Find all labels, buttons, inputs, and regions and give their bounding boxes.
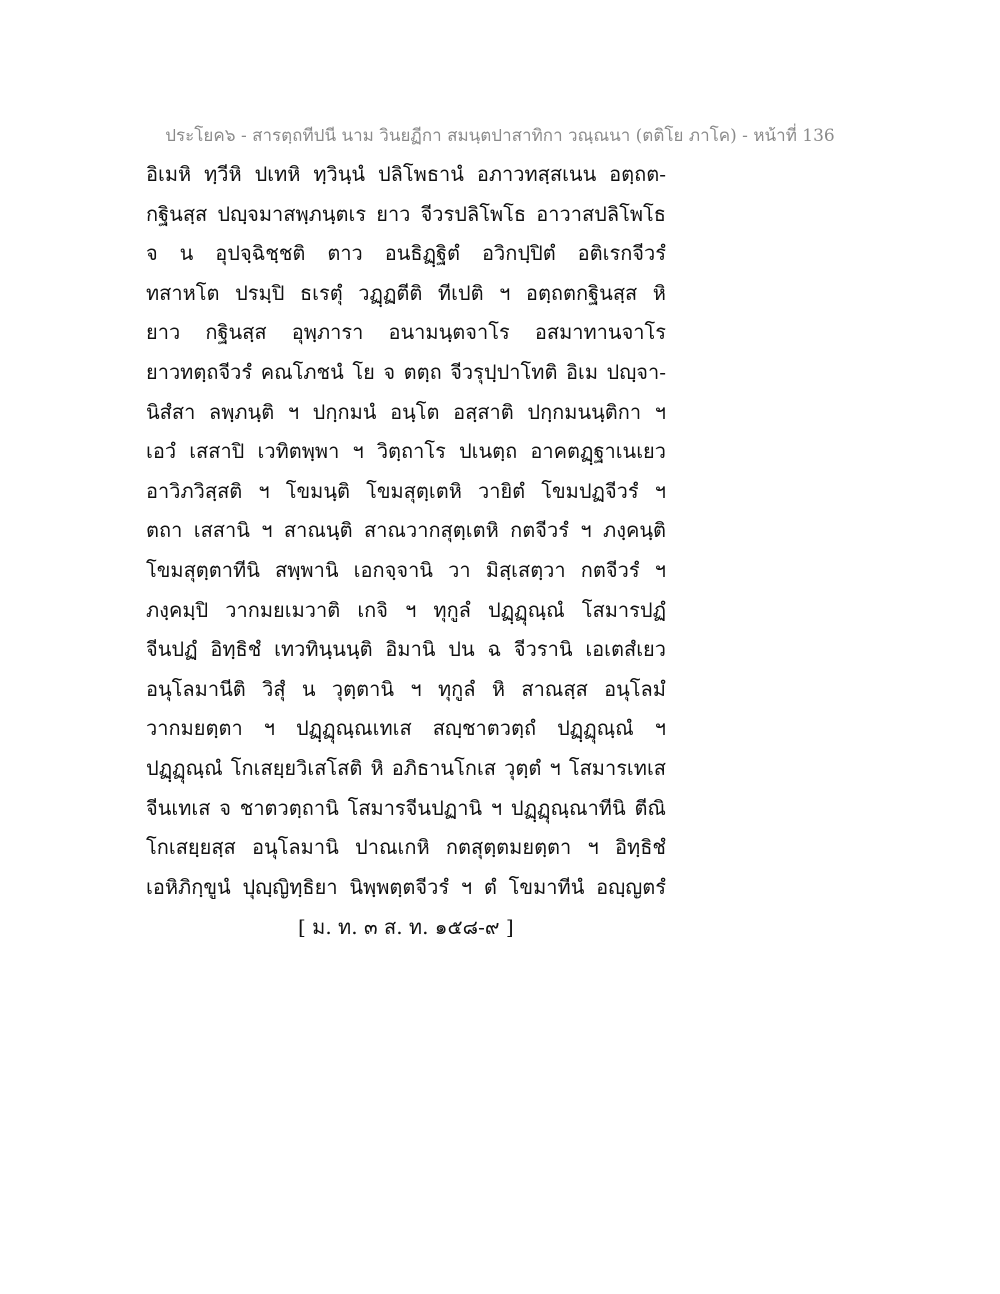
text-line: เอหิภิกฺขูนํ ปุญฺญิทฺธิยา นิพฺพตฺตจีวรํ ฯ ตํ โขมาทีนํ อญฺญตรํ <box>146 874 666 899</box>
text-line: อาวิภวิสฺสติ ฯ โขมนฺติ โขมสุตฺเตหิ วายิตํ โขมปฏจีวรํ ฯ <box>146 478 666 503</box>
text-line: จีนปฏํ อิทฺธิชํ เทวทินฺนนฺติ อิมานิ ปน ฉ จีวรานิ เอเตสํเยว <box>146 637 666 662</box>
text-line: ปฏฺฏุณฺณํ โกเสยฺยวิเสโสติ หิ อภิธานโกเส วุตฺตํ ฯ โสมารเทเส <box>146 755 666 780</box>
text-line: นิสํสา ลพฺภนฺติ ฯ ปกฺกมนํ อนฺโต อสฺสาติ ปกฺกมนนฺติกา ฯ <box>146 399 666 424</box>
text-line: วากมยตฺตา ฯ ปฏฺฏุณฺณเทเส สญฺชาตวตฺถํ ปฏฺฏุณฺณํ ฯ <box>146 716 666 741</box>
source-reference: [ ม. ท. ๓ ส. ท. ๑๕๘-๙ ] <box>298 915 514 939</box>
text-line: โกเสยฺยสฺส อนุโลมานิ ปาณเกหิ กตสุตฺตมยตฺตา ฯ อิทฺธิชํ <box>146 835 666 860</box>
text-line: กฐินสฺส ปญฺจมาสพฺภนฺตเร ยาว จีวรปลิโพโธ อาวาสปลิโพโธ <box>146 201 666 226</box>
text-line: จ น อุปจฺฉิชฺชติ ตาว อนธิฏฺฐิตํ อวิกปฺปิตํ อติเรกจีวรํ <box>146 241 666 266</box>
text-line: ยาวทตฺถจีวรํ คณโภชนํ โย จ ตตฺถ จีวรุปฺปาโทติ อิเม ปญฺจา- <box>146 359 666 384</box>
text-line: ตถา เสสานิ ฯ สาณนฺติ สาณวากสุตฺเตหิ กตจีวรํ ฯ ภงฺคนฺติ <box>146 518 666 543</box>
running-header: ประโยค๖ - สารตฺถทีปนี นาม วินยฏีกา สมนฺตปาสาทิกา วณฺณนา (ตติโย ภาโค) - หน้าที่ 136 <box>165 126 835 146</box>
body-text <box>146 155 666 907</box>
text-line: เอวํ เสสาปิ เวทิตพฺพา ฯ วิตฺถาโร ปเนตฺถ อาคตฏฺฐาเนเยว <box>146 439 666 464</box>
text-line: ทสาหโต ปรมฺปิ ธเรตุํ วฏฺฏตีติ ทีเปติ ฯ อตฺถตกฐินสฺส หิ <box>146 280 666 305</box>
text-line: อิเมหิ ทฺวีหิ ปเทหิ ทฺวินฺนํ ปลิโพธานํ อภาวทสฺสเนน อตฺถต- <box>146 162 666 186</box>
text-line: โขมสุตฺตาทีนิ สพฺพานิ เอกจฺจานิ วา มิสฺเสตฺวา กตจีวรํ ฯ <box>146 557 666 582</box>
text-line: จีนเทเส จ ชาตวตฺถานิ โสมารจีนปฏานิ ฯ ปฏฺฏุณฺณาทีนิ ตีณิ <box>146 795 666 820</box>
text-line: อนุโลมานีติ วิสุํ น วุตฺตานิ ฯ ทุกูลํ หิ สาณสฺส อนุโลมํ <box>146 676 666 701</box>
text-line: ยาว กฐินสฺส อุพฺภารา อนามนฺตจาโร อสมาทานจาโร <box>146 320 666 345</box>
text-line: ภงฺคมฺปิ วากมยเมวาติ เกจิ ฯ ทุกูลํ ปฏฺฏุณฺณํ โสมารปฏํ <box>146 597 666 622</box>
